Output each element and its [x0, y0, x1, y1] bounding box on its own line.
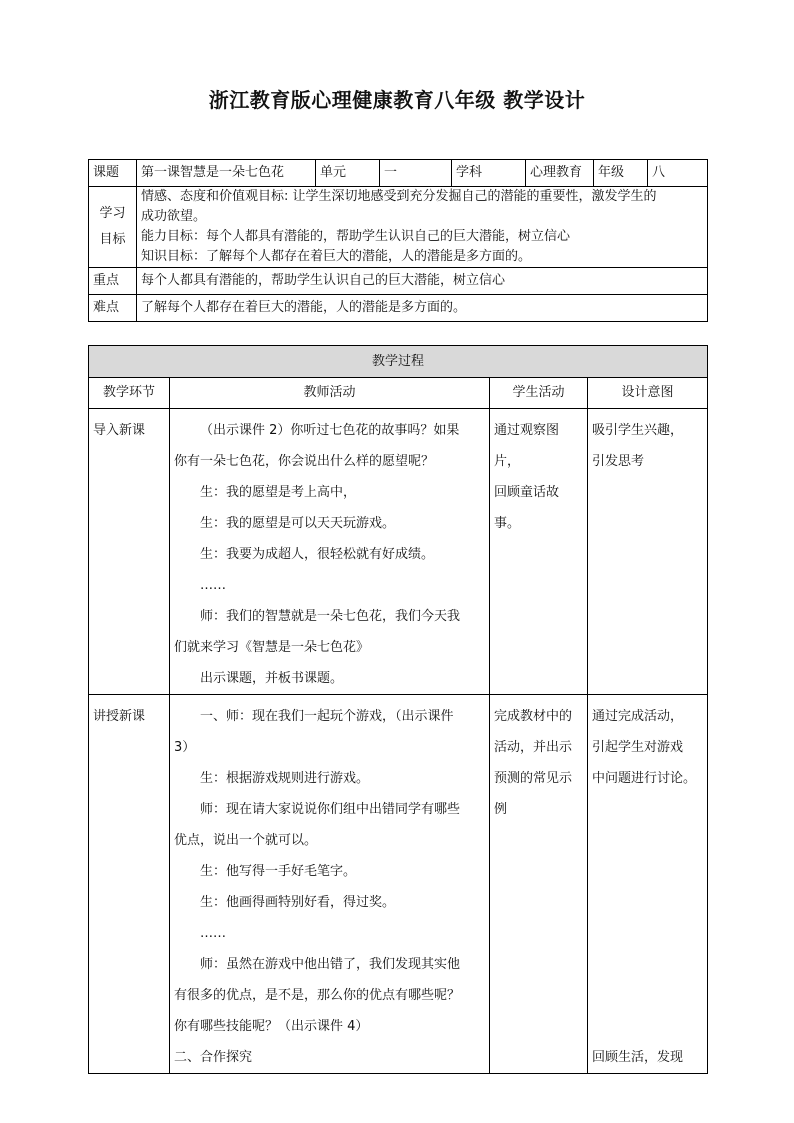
key-point-value: 每个人都具有潜能的，帮助学生认识自己的巨大潜能，树立信心 — [137, 268, 708, 295]
grade-value: 八 — [648, 160, 708, 187]
header-intent: 设计意图 — [588, 378, 708, 409]
intent-line: 引起学生对游戏 — [592, 740, 684, 755]
table-row — [89, 695, 708, 1074]
student-activity — [490, 409, 588, 695]
teacher-line: （出示课件 2）你听过七色花的故事吗？如果 — [200, 423, 460, 438]
header-student: 学生活动 — [490, 378, 588, 409]
student-line: 活动，并出示 — [494, 740, 573, 755]
page-title: 浙江教育版心理健康教育八年级 教学设计 — [208, 88, 586, 112]
intent-line — [592, 1011, 703, 1042]
intent-line — [592, 980, 703, 1011]
lesson-value: 第一课智慧是一朵七色花 — [137, 160, 316, 187]
intent-line: 中问题进行讨论。 — [592, 771, 697, 786]
goals-label — [89, 187, 137, 268]
teacher-line: 生：他写得一手好毛笔字。 — [200, 864, 357, 879]
teacher-line: 二、合作探究 — [174, 1050, 253, 1065]
subject-value: 心理教育 — [526, 160, 594, 187]
goals-label-line1: 学习 — [99, 206, 126, 221]
intent-line — [592, 918, 703, 949]
student-line: 完成教材中的 — [494, 709, 573, 724]
grade-label: 年级 — [594, 160, 648, 187]
teacher-line: 你有哪些技能呢？（出示课件 4） — [174, 1019, 369, 1034]
teacher-line: 师：虽然在游戏中他出错了，我们发现其实他 — [200, 957, 461, 972]
intent-line: 吸引学生兴趣， — [592, 423, 684, 438]
teacher-line: …… — [200, 926, 226, 941]
teacher-line: 你有一朵七色花，你会说出什么样的愿望呢？ — [174, 454, 435, 469]
header-teacher: 教师活动 — [170, 378, 490, 409]
stage-cell: 讲授新课 — [89, 695, 170, 1074]
intent-line: 引发思考 — [592, 454, 645, 469]
teacher-line: …… — [200, 578, 226, 593]
intent-line: 回顾生活，发现 — [592, 1050, 684, 1065]
intent-line — [592, 825, 703, 856]
intent-line — [592, 794, 703, 825]
teacher-activity — [170, 695, 490, 1074]
difficulty-value: 了解每个人都存在着巨大的潜能，人的潜能是多方面的。 — [137, 295, 708, 322]
goals-content — [137, 187, 708, 268]
student-line: 例 — [494, 802, 508, 817]
teacher-line: 生：我的愿望是考上高中， — [200, 485, 357, 500]
intent-line — [592, 887, 703, 918]
goals-label-line2: 目标 — [99, 232, 126, 247]
teacher-line: 有很多的优点，是不是，那么你的优点有哪些呢？ — [174, 988, 461, 1003]
teacher-line: 一、师：现在我们一起玩个游戏，（出示课件 — [200, 709, 454, 724]
goal-line: 成功欲望。 — [141, 209, 207, 224]
intent-line: 通过完成活动， — [592, 709, 684, 724]
teacher-line: 3） — [174, 740, 196, 755]
info-table — [88, 159, 708, 322]
intent-line — [592, 856, 703, 887]
teacher-line: 们就来学习《智慧是一朵七色花》 — [174, 640, 370, 655]
goal-line: 能力目标：每个人都具有潜能的，帮助学生认识自己的巨大潜能，树立信心 — [141, 229, 571, 244]
unit-value: 一 — [380, 160, 452, 187]
student-line: 通过观察图片， — [494, 423, 560, 469]
process-band: 教学过程 — [89, 346, 708, 378]
teacher-activity — [170, 409, 490, 695]
subject-label: 学科 — [452, 160, 526, 187]
student-line: 回顾童话故事。 — [494, 485, 560, 531]
intent-line — [592, 949, 703, 980]
student-activity — [490, 695, 588, 1074]
design-intent — [588, 409, 708, 695]
goal-line: 情感、态度和价值观目标: 让学生深切地感受到充分发掘自己的潜能的重要性，激发学生的 — [141, 189, 657, 204]
difficulty-label: 难点 — [89, 295, 137, 322]
table-row — [89, 409, 708, 695]
teacher-line: 出示课题，并板书课题。 — [200, 671, 344, 686]
key-point-label: 重点 — [89, 268, 137, 295]
teacher-line: 师：现在请大家说说你们组中出错同学有哪些 — [200, 802, 461, 817]
student-line: 预测的常见示 — [494, 771, 573, 786]
teacher-line: 生：根据游戏规则进行游戏。 — [200, 771, 370, 786]
process-table — [88, 345, 708, 1074]
teacher-line: 生：我要为成超人，很轻松就有好成绩。 — [200, 547, 435, 562]
unit-label: 单元 — [316, 160, 380, 187]
teacher-line: 师：我们的智慧就是一朵七色花，我们今天我 — [200, 609, 461, 624]
teacher-line: 优点，说出一个就可以。 — [174, 833, 318, 848]
design-intent — [588, 695, 708, 1074]
teacher-line: 生：我的愿望是可以天天玩游戏。 — [200, 516, 396, 531]
goal-line: 知识目标：了解每个人都存在着巨大的潜能，人的潜能是多方面的。 — [141, 249, 532, 264]
teacher-line: 生：他画得画特别好看，得过奖。 — [200, 895, 396, 910]
lesson-label: 课题 — [89, 160, 137, 187]
header-stage: 教学环节 — [89, 378, 170, 409]
stage-cell: 导入新课 — [89, 409, 170, 695]
